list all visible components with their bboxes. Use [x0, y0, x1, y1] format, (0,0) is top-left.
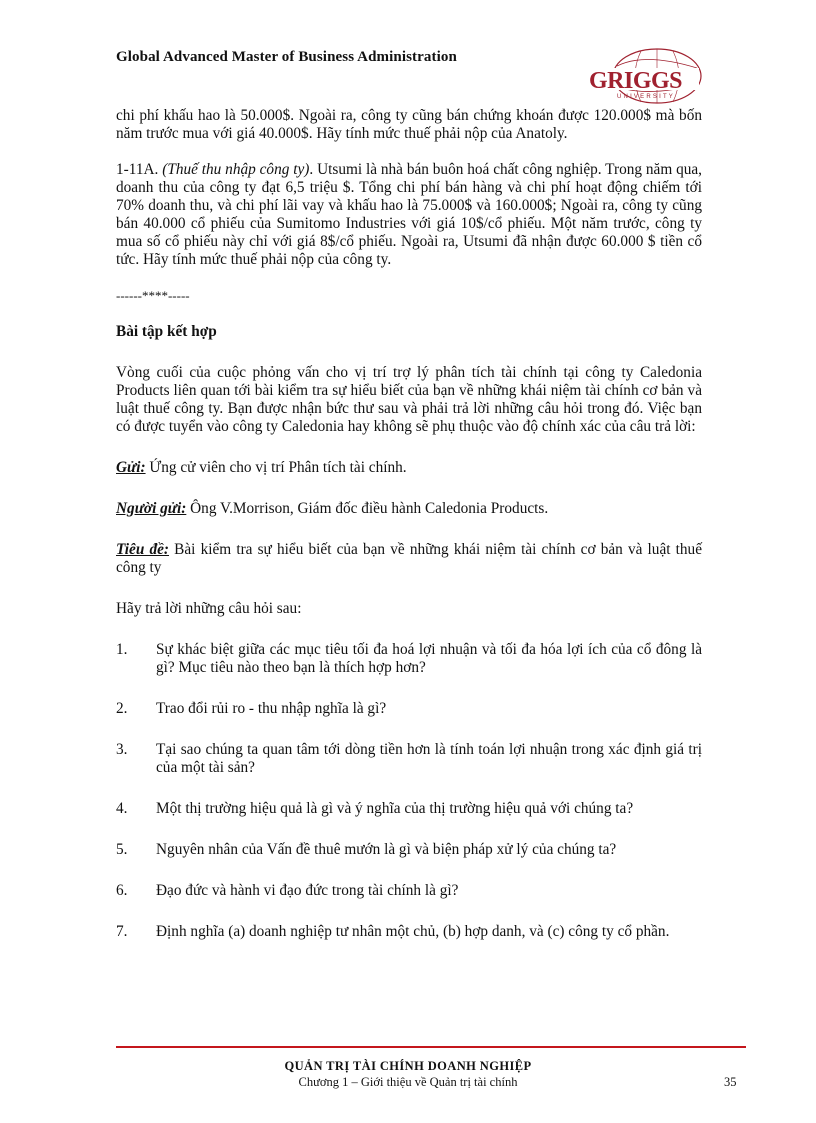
memo-from [116, 500, 702, 518]
section-heading: Bài tập kết hợp [116, 323, 217, 340]
question-item: 6. Đạo đức và hành vi đạo đức trong tài chính là gì? [116, 882, 459, 899]
griggs-university-logo [585, 46, 705, 108]
question-item: 1. Sự khác biệt giữa các mục tiêu tối đa hoá lợi nhuận và tối đa hóa lợi ích của cổ đông là gì? Mục tiêu nào theo bạn là thích hợp hơn? [116, 641, 702, 676]
logo-wordmark: GRIGGS [589, 68, 683, 94]
footer-divider [116, 1046, 746, 1048]
footer-subtitle: Chương 1 – Giới thiệu về Quản trị tài chính [298, 1075, 518, 1089]
memo-subject-label: Tiêu đề: [116, 541, 170, 558]
page-number: 35 [724, 1075, 737, 1089]
page-content [116, 107, 702, 941]
memo-from-label: Người gửi: [116, 500, 187, 517]
question-item: 7. Định nghĩa (a) doanh nghiệp tư nhân một chủ, (b) hợp danh, và (c) công ty cổ phần. [116, 923, 670, 940]
question-item: 4. Một thị trường hiệu quả là gì và ý nghĩa của thị trường hiệu quả với chúng ta? [116, 800, 634, 817]
instruction: Hãy trả lời những câu hỏi sau: [116, 600, 302, 617]
intro-paragraph: Vòng cuối của cuộc phỏng vấn cho vị trí trợ lý phân tích tài chính tại công ty Caledonia Products liên quan tới bài kiểm tra sự hiểu biết của bạn về những khái niệm tài chính cơ bản và luật thuế công ty. Bạn được nhận bức thư sau và phải trả lời những câu hỏi trong đó. Việc bạn có được tuyển vào công ty Caledonia hay không sẽ phụ thuộc vào độ chính xác của câu trả lời: [116, 364, 702, 435]
question-item: 5. Nguyên nhân của Vấn đề thuê mướn là gì và biện pháp xử lý của chúng ta? [116, 841, 617, 858]
memo-subject [116, 541, 702, 577]
paragraph-continuation: chi phí khấu hao là 50.000$. Ngoài ra, công ty cũng bán chứng khoán được 120.000$ mà bốn năm trước mua với giá 40.000$. Hãy tính mức thuế phải nộp của Anatoly. [116, 107, 702, 142]
exercise-number: 1-11A. [116, 161, 159, 178]
exercise-topic: (Thuế thu nhập công ty) [162, 161, 310, 178]
separator: ------****----- [116, 288, 190, 303]
logo-subtitle: UNIVERSITY [617, 94, 676, 100]
memo-from-text: Ông V.Morrison, Giám đốc điều hành Caledonia Products. [186, 500, 549, 517]
memo-subject-text: Bài kiểm tra sự hiểu biết của bạn về những khái niệm tài chính cơ bản và luật thuế công ty [116, 541, 702, 576]
memo-to-text: Ứng cử viên cho vị trí Phân tích tài chính. [145, 459, 407, 476]
header-title: Global Advanced Master of Business Administration [116, 49, 457, 65]
footer-title: QUẢN TRỊ TÀI CHÍNH DOANH NGHIỆP [284, 1059, 532, 1073]
question-item: 3. Tại sao chúng ta quan tâm tới dòng tiền hơn là tính toán lợi nhuận trong xác định giá trị của một tài sản? [116, 741, 702, 776]
exercise-text: . Utsumi là nhà bán buôn hoá chất công nghiệp. Trong năm qua, doanh thu của công ty đạt 6,5 triệu $. Tổng chi phí bán hàng và chi phí hoạt động chiếm tới 70% doanh thu, và chi phí lãi vay và khấu hao là 75.000$ và 160.000$; Ngoài ra, công ty cũng bán 40.000 cổ phiếu của Sumitomo Industries với giá 10$/cổ phiếu. Một năm trước, công ty mua số cổ phiếu này chỉ với giá 8$/cổ phiếu. Ngoài ra, Utsumi đã nhận được 60.000 $ tiền cổ tức. Hãy tính mức thuế phải nộp của công ty. [116, 161, 702, 268]
exercise-1-11a [116, 161, 702, 269]
question-item: 2. Trao đổi rủi ro - thu nhập nghĩa là gì? [116, 700, 387, 717]
memo-to [116, 459, 702, 477]
memo-to-label: Gửi: [116, 459, 146, 476]
